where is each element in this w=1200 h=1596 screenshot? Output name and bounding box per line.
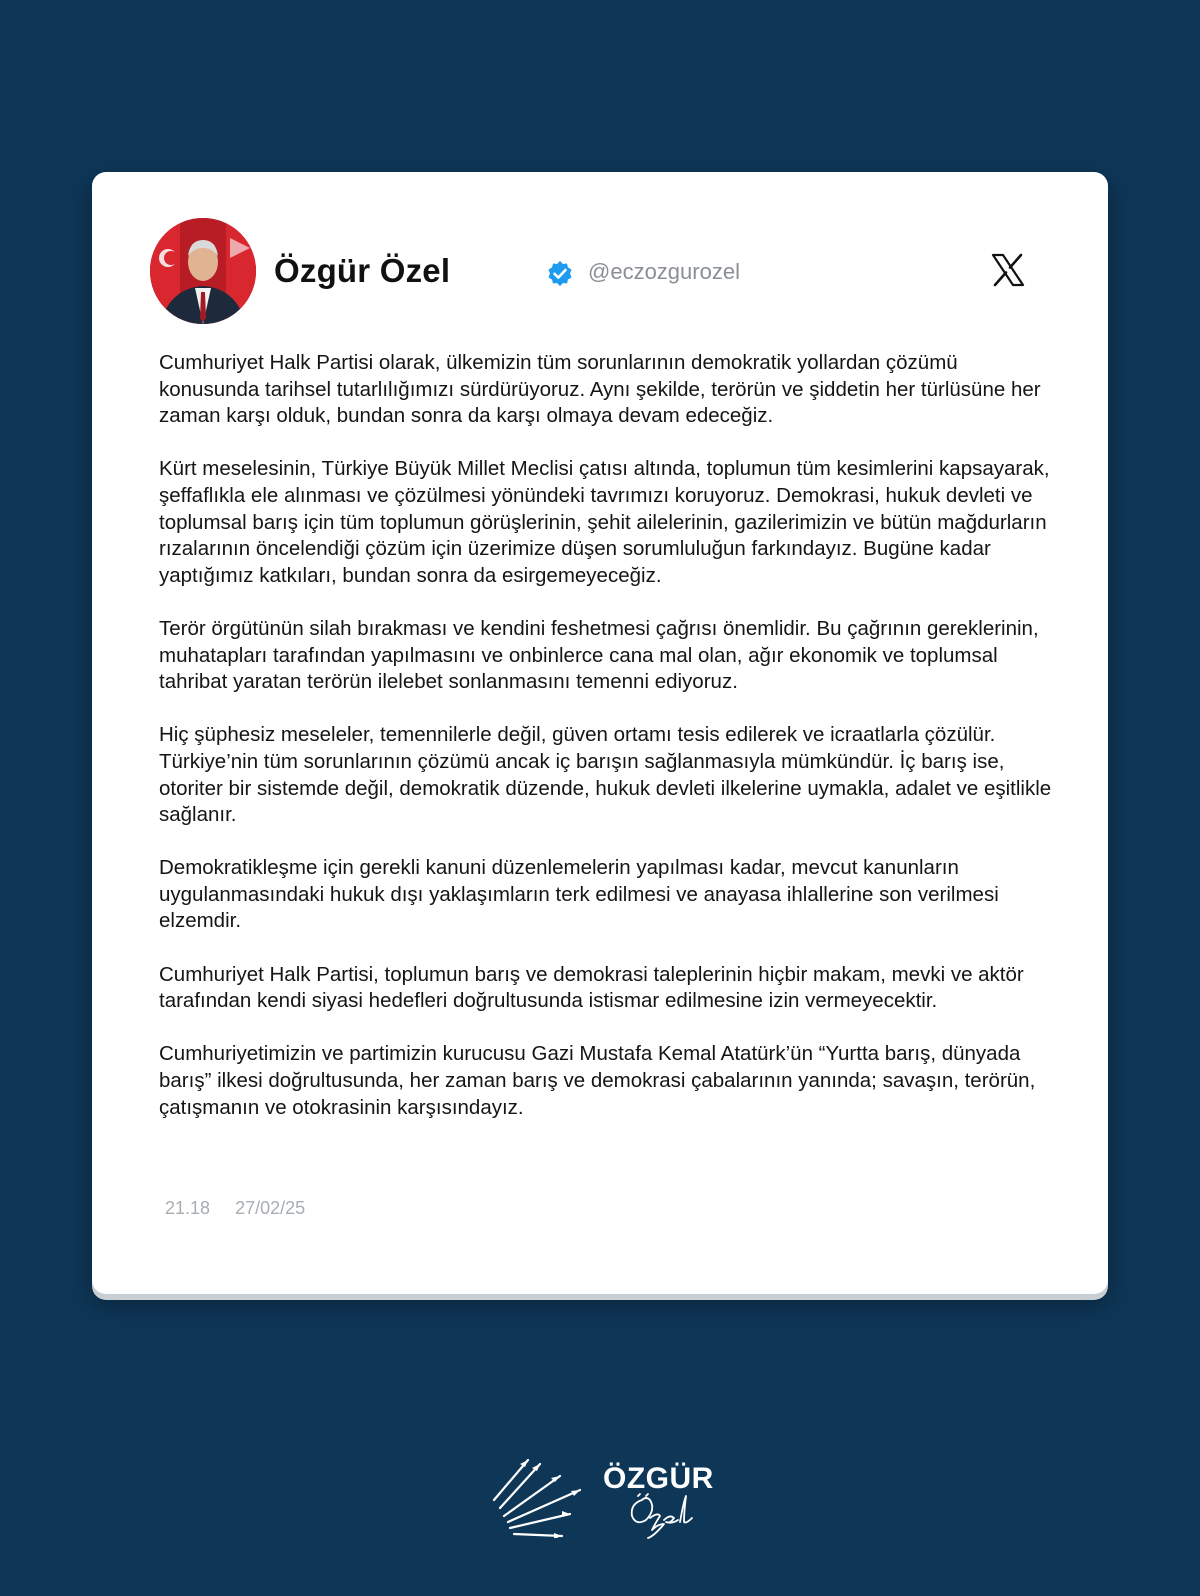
author-handle[interactable]: @eczozgurozel [588,259,740,284]
tweet-paragraph: Terör örgütünün silah bırakması ve kendini feshetmesi çağrısı önemlidir. Bu çağrının gereklerinin, muhatapları tarafından yapılmasını ve onbinlerce cana mal olan, ağır ekonomik ve toplumsal tahribat yaratan terörün ilelebet sonlanmasını temenni ediyoruz. [159,616,1039,694]
tweet-header [150,218,1050,328]
avatar[interactable] [150,218,256,324]
tweet-paragraph: Demokratikleşme için gerekli kanuni düzenlemelerin yapılması kadar, mevcut kanunların uygulanmasındaki hukuk dışı yaklaşımların terk edilmesi ve anayasa ihlallerine son verilmesi elzemdir. [159,856,999,933]
verified-badge-icon [546,260,574,288]
footer-brand-name: ÖZGÜR [603,1462,714,1495]
tweet-paragraph: Kürt meselesinin, Türkiye Büyük Millet Meclisi çatısı altında, toplumun tüm kesimlerini kapsayarak, şeffaflıkla ele alınması ve çözülmesi yönündeki tavrımızı koruyoruz. Demokrasi, hukuk devleti ve toplumsal barış için tüm toplumun görüşlerinin, şehit ailelerinin, gazilerimizin ve bütün mağdurların rızalarının öncelendiği çözüm için üzerimize düşen sorumluluğun farkındayız. Bugüne kadar yaptığımız katkıları, bundan sonra da esirgemeyeceğiz. [159,457,1050,587]
signature-image [628,1490,698,1540]
tweet-timestamp[interactable] [165,1198,325,1219]
author-name[interactable]: Özgür Özel [274,252,451,289]
tweet-body [159,350,1059,1148]
tweet-date: 27/02/25 [235,1198,306,1218]
tweet-card [92,172,1108,1294]
tweet-paragraph: Cumhuriyetimizin ve partimizin kurucusu Gazi Mustafa Kemal Atatürk’ün “Yurtta barış, dünyada barış” ilkesi doğrultusunda, her zaman barış ve demokrasi çabalarının yanında; savaşın, terörün, çatışmanın ve otokrasinin karşısındayız. [159,1042,1036,1119]
tweet-paragraph: Cumhuriyet Halk Partisi, toplumun barış ve demokrasi taleplerinin hiçbir makam, mevki ve aktör tarafından kendi siyasi hedefleri doğrultusunda istismar edilmesine izin vermeyecektir. [159,962,1024,1013]
tweet-paragraph: Hiç şüphesiz meseleler, temennilerle değil, güven ortamı tesis edilerek ve icraatlarla çözülür. Türkiye’nin tüm sorunlarının çözümü ancak iç barışın sağlanmasıyla mümkündür. İç barış ise, otoriter bir sistemde değil, demokratik düzende, hukuk devleti ilkelerine uymakla, adalet ve eşitlikle sağlanır. [159,723,1052,827]
tweet-paragraph: Cumhuriyet Halk Partisi olarak, ülkemizin tüm sorunlarının demokratik yollardan çözümü konusunda tarihsel tutarlılığımızı sürdürüyoruz. Aynı şekilde, terörün ve şiddetin her türlüsüne her zaman karşı olduk, bundan sonra da karşı olmaya devam edeceğiz. [159,351,1041,428]
tweet-time: 21.18 [165,1198,211,1218]
x-logo-icon[interactable] [990,252,1026,288]
